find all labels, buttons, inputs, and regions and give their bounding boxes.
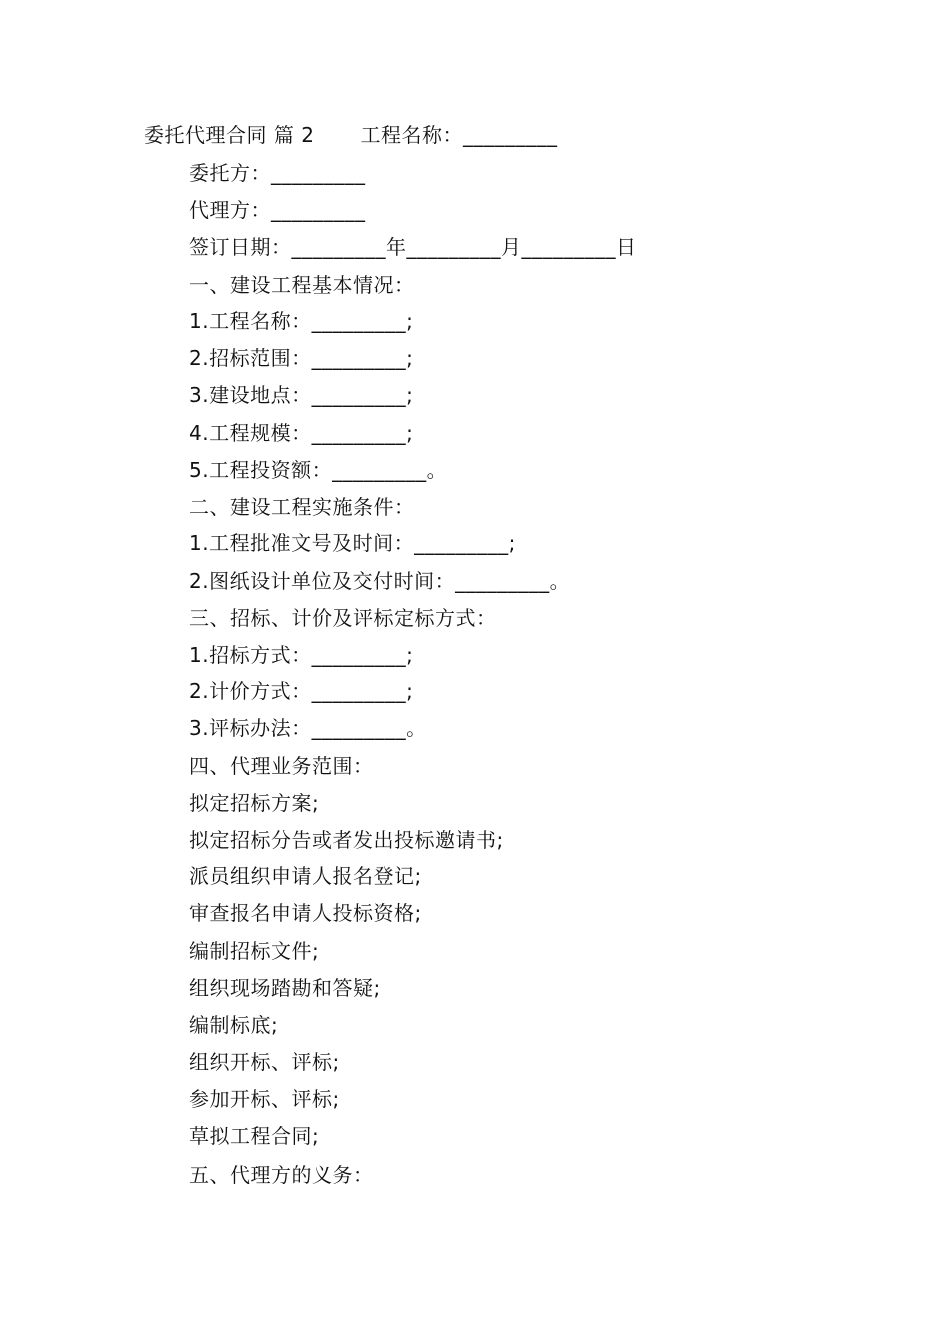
clause-line: 4.工程规模：_________; <box>189 421 414 445</box>
section-heading: 五、代理方的义务： <box>189 1163 374 1187</box>
signing-date-line: 签订日期：_________年_________月_________日 <box>189 235 637 259</box>
section-heading: 四、代理业务范围： <box>189 754 374 778</box>
scope-item: 编制招标文件; <box>189 939 320 963</box>
clause-line: 1.工程批准文号及时间：_________; <box>189 531 516 555</box>
scope-item: 拟定招标分告或者发出投标邀请书; <box>189 828 504 852</box>
section-heading: 一、建设工程基本情况： <box>189 273 415 297</box>
scope-item: 组织现场踏勘和答疑; <box>189 976 381 1000</box>
clause-line: 1.招标方式：_________; <box>189 643 414 667</box>
agent-party-line: 代理方：_________ <box>189 198 366 222</box>
scope-item: 派员组织申请人报名登记; <box>189 864 422 888</box>
project-name-field: 工程名称：_________ <box>360 123 558 147</box>
clause-line: 3.建设地点：_________; <box>189 383 414 407</box>
document-header <box>144 122 557 148</box>
client-party-line: 委托方：_________ <box>189 161 366 185</box>
scope-item: 编制标底; <box>189 1013 279 1037</box>
scope-item: 组织开标、评标; <box>189 1050 340 1074</box>
scope-item: 草拟工程合同; <box>189 1124 320 1148</box>
clause-line: 1.工程名称：_________; <box>189 309 414 333</box>
section-heading: 二、建设工程实施条件： <box>189 495 415 519</box>
clause-line: 2.图纸设计单位及交付时间：_________。 <box>189 569 571 593</box>
clause-line: 5.工程投资额：_________。 <box>189 458 448 482</box>
document-title: 委托代理合同 篇 2 <box>144 123 315 147</box>
clause-line: 2.招标范围：_________; <box>189 346 414 370</box>
clause-line: 3.评标办法：_________。 <box>189 716 427 740</box>
scope-item: 参加开标、评标; <box>189 1087 340 1111</box>
section-heading: 三、招标、计价及评标定标方式： <box>189 606 497 630</box>
scope-item: 审查报名申请人投标资格; <box>189 901 422 925</box>
clause-line: 2.计价方式：_________; <box>189 679 414 703</box>
scope-item: 拟定招标方案; <box>189 791 320 815</box>
